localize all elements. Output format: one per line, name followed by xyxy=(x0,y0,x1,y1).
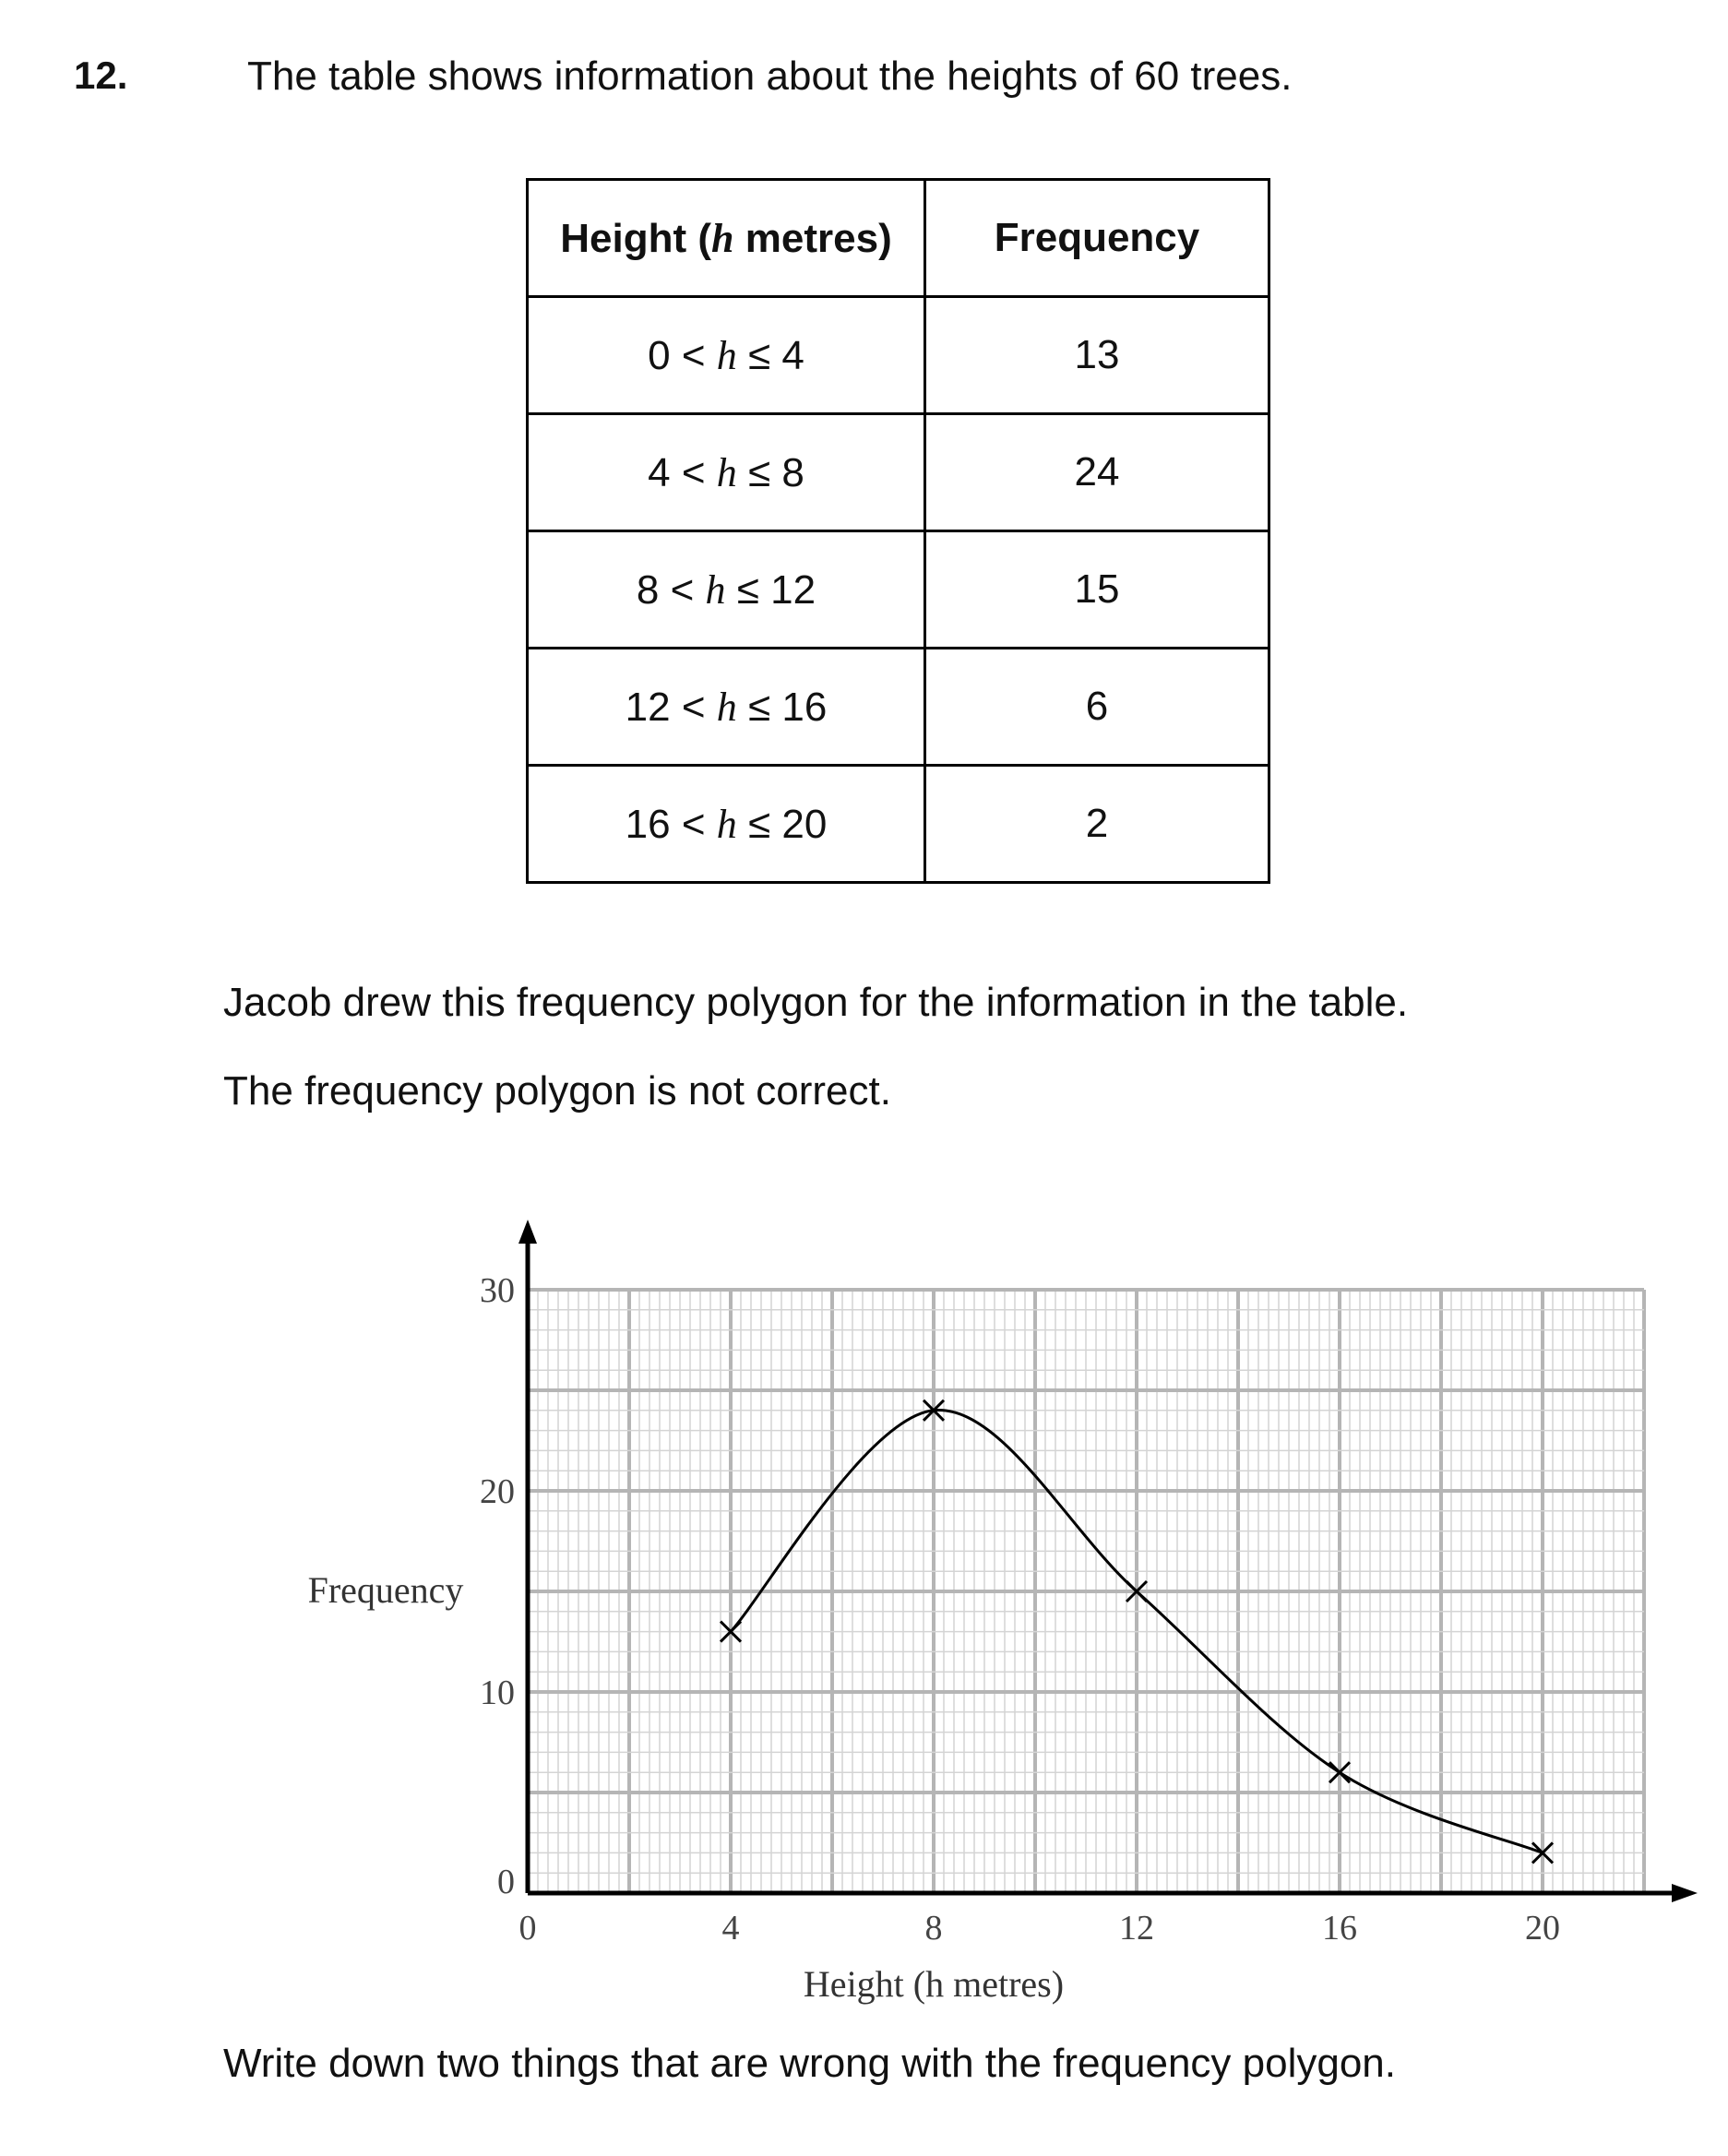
interval-lt-symbol: < xyxy=(670,449,717,495)
question-number: 12. xyxy=(74,54,128,97)
x-axis-arrow xyxy=(1672,1884,1698,1902)
y-tick-label: 30 xyxy=(480,1271,515,1310)
frequency-column-header: Frequency xyxy=(925,180,1269,297)
y-tick-label: 20 xyxy=(480,1472,515,1511)
table-row xyxy=(528,297,1269,414)
height-header-suffix: metres) xyxy=(733,215,892,261)
height-header-variable: h xyxy=(711,215,734,261)
x-tick-label: 20 xyxy=(1525,1909,1560,1948)
interval-lt-symbol: < xyxy=(670,684,717,730)
interval-upper: 8 xyxy=(781,449,804,495)
interval-variable: h xyxy=(705,566,726,613)
x-tick-label: 16 xyxy=(1322,1909,1357,1948)
x-tick-label: 8 xyxy=(924,1909,943,1948)
interval-variable: h xyxy=(716,332,737,378)
x-tick-label: 12 xyxy=(1119,1909,1154,1948)
height-column-header xyxy=(528,180,925,297)
interval-lower: 16 xyxy=(625,801,671,847)
height-interval-cell xyxy=(528,414,925,531)
height-interval-cell xyxy=(528,649,925,766)
question-intro: The table shows information about the heights of 60 trees. xyxy=(247,54,1293,99)
x-axis-label: Height (h metres) xyxy=(803,1963,1065,2005)
interval-upper: 4 xyxy=(781,332,804,378)
polygon-incorrect-note: The frequency polygon is not correct. xyxy=(223,1068,891,1114)
interval-le-symbol: ≤ xyxy=(736,449,782,495)
table-row xyxy=(528,414,1269,531)
interval-le-symbol: ≤ xyxy=(725,566,771,613)
frequency-cell: 15 xyxy=(925,531,1269,649)
interval-lt-symbol: < xyxy=(670,332,717,378)
interval-le-symbol: ≤ xyxy=(736,801,782,847)
x-tick-label: 0 xyxy=(518,1909,537,1948)
interval-variable: h xyxy=(716,449,737,495)
interval-upper: 20 xyxy=(781,801,828,847)
height-interval-cell xyxy=(528,531,925,649)
y-tick-label: 0 xyxy=(497,1863,515,1901)
table-row xyxy=(528,531,1269,649)
y-tick-label: 10 xyxy=(480,1674,515,1712)
interval-variable: h xyxy=(716,684,737,730)
table-header-row xyxy=(528,180,1269,297)
interval-le-symbol: ≤ xyxy=(736,684,782,730)
frequency-table xyxy=(526,178,1270,884)
x-tick-label: 4 xyxy=(721,1909,740,1948)
interval-lower: 0 xyxy=(648,332,671,378)
table-row xyxy=(528,649,1269,766)
interval-le-symbol: ≤ xyxy=(736,332,782,378)
interval-upper: 12 xyxy=(770,566,816,613)
interval-lt-symbol: < xyxy=(670,801,717,847)
y-axis-arrow xyxy=(518,1220,537,1244)
y-axis-label: Frequency xyxy=(307,1569,464,1611)
height-interval-cell xyxy=(528,766,925,883)
height-interval-cell xyxy=(528,297,925,414)
interval-lower: 8 xyxy=(636,566,660,613)
frequency-polygon-chart xyxy=(0,1199,1728,2011)
frequency-cell: 24 xyxy=(925,414,1269,531)
table-row xyxy=(528,766,1269,883)
interval-lower: 12 xyxy=(625,684,671,730)
interval-upper: 16 xyxy=(781,684,828,730)
interval-variable: h xyxy=(716,801,737,847)
interval-lower: 4 xyxy=(648,449,671,495)
frequency-cell: 13 xyxy=(925,297,1269,414)
task-instruction: Write down two things that are wrong with the frequency polygon. xyxy=(223,2041,1396,2086)
height-header-prefix: Height ( xyxy=(560,215,712,261)
frequency-cell: 6 xyxy=(925,649,1269,766)
interval-lt-symbol: < xyxy=(659,566,706,613)
polygon-description: Jacob drew this frequency polygon for the information in the table. xyxy=(223,980,1409,1025)
frequency-cell: 2 xyxy=(925,766,1269,883)
